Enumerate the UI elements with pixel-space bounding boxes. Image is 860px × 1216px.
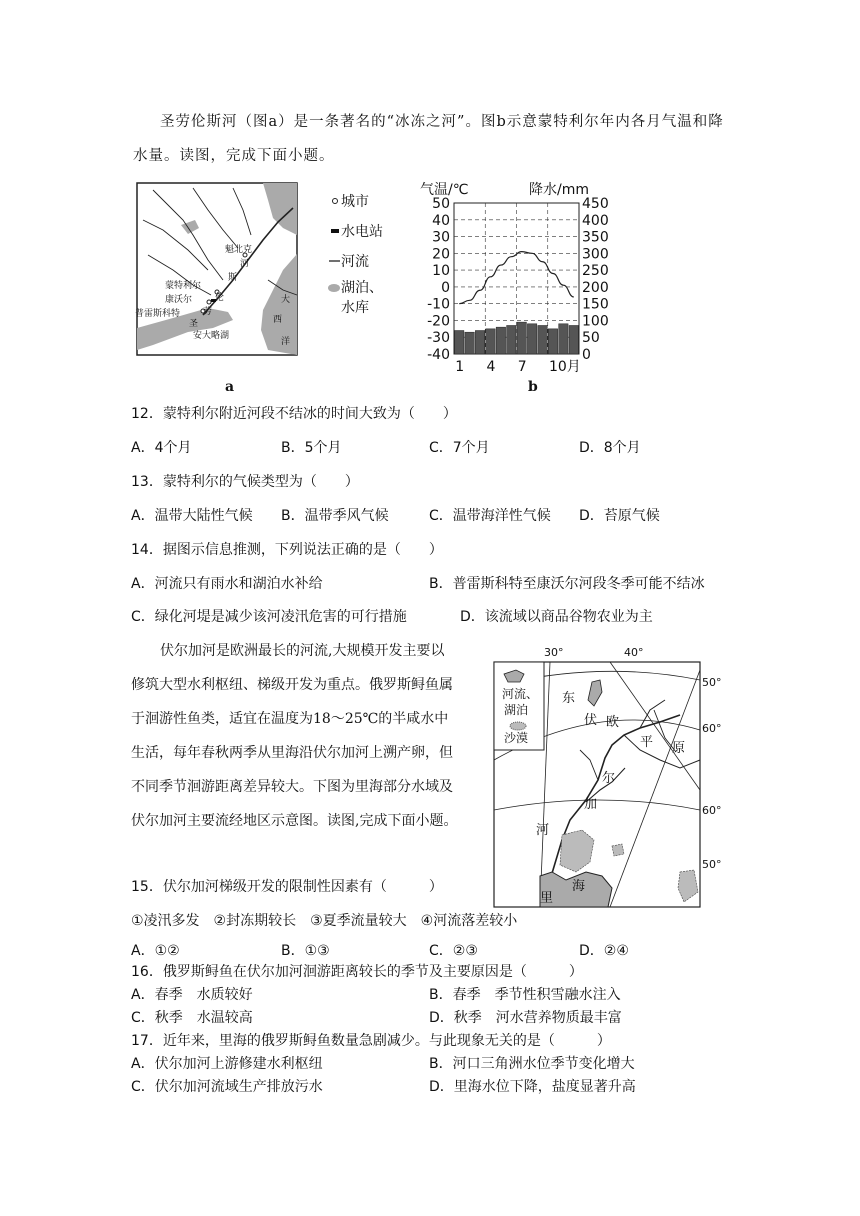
- chart-b-right-axis-title: 降水/mm: [529, 182, 589, 198]
- q13-option-a[interactable]: A．温带大陆性气候: [131, 508, 253, 524]
- q14-option-b[interactable]: B．普雷斯科特至康沃尔河段冬季可能不结冰: [429, 576, 705, 592]
- chart-b: [418, 178, 610, 395]
- desert-patch-2: [612, 844, 624, 856]
- precip-tick-label: 300: [582, 246, 609, 263]
- q15-option-b[interactable]: B．①③: [281, 943, 330, 959]
- precip-bar-9: [538, 325, 547, 354]
- set2-line-1: 伏尔加河是欧洲最长的河流,大规模开发主要以: [160, 643, 445, 659]
- legend-desert-icon: [510, 722, 526, 730]
- legend-river-lake-label-1: 河流、: [502, 687, 539, 701]
- temp-tick-label: -30: [427, 330, 450, 347]
- city-montreal-label: 蒙特利尔: [165, 281, 202, 291]
- map-a: [133, 180, 413, 395]
- q16-option-b[interactable]: B．春季 季节性积雪融水注入: [429, 987, 621, 1003]
- lat-60-mid-label: 60°: [702, 804, 722, 817]
- month-tick-label: 1: [455, 359, 465, 375]
- precip-bar-5: [496, 327, 505, 354]
- chart-b-left-axis-title: 气温/℃: [420, 182, 469, 198]
- plain-char-4: 原: [672, 741, 686, 756]
- city-quebec-label: 魁北克: [225, 245, 253, 255]
- q12-stem: 12．蒙特利尔附近河段不结冰的时间大致为（ ）: [131, 406, 457, 422]
- precip-tick-label: 450: [582, 196, 609, 212]
- q13-stem: 13．蒙特利尔的气候类型为（ ）: [131, 474, 359, 490]
- volga-char-1: 伏: [584, 713, 598, 728]
- river-char-3: 伦: [215, 293, 225, 303]
- legend-river-lake-label-2: 湖泊: [504, 703, 529, 717]
- temp-tick-label: -40: [427, 347, 450, 363]
- set2-line-2: 修筑大型水利枢纽、梯级开发为重点。俄罗斯鲟鱼属: [131, 677, 453, 693]
- precip-bar-8: [527, 324, 536, 354]
- set2-line-5: 不同季节洄游距离差异较大。下图为里海部分水域及: [131, 779, 453, 795]
- q13-option-d[interactable]: D．苔原气候: [579, 508, 660, 524]
- q14-stem: 14．据图示信息推测，下列说法正确的是（ ）: [131, 542, 443, 558]
- caspian-char-2: 海: [572, 879, 586, 894]
- legend-desert-label: 沙漠: [504, 731, 529, 745]
- legend-lake-label-2: 水库: [341, 300, 369, 316]
- volga-char-3: 加: [584, 797, 598, 812]
- precip-tick-label: 150: [582, 296, 609, 313]
- temp-tick-label: 40: [432, 212, 450, 229]
- precip-tick-label: 400: [582, 212, 609, 229]
- precip-tick-label: 200: [582, 279, 609, 296]
- intro-line-1: 圣劳伦斯河（图a）是一条著名的“冰冻之河”。图b示意蒙特利尔年内各月气温和降: [160, 114, 724, 130]
- q15-options-line: ①凌汛多发 ②封冻期较长 ③夏季流量较大 ④河流落差较小: [131, 913, 518, 929]
- q15-stem: 15．伏尔加河梯级开发的限制性因素有（ ）: [131, 879, 443, 895]
- city-cornwall-label: 康沃尔: [165, 295, 193, 305]
- q12-option-a[interactable]: A．4个月: [131, 440, 192, 456]
- precip-bar-7: [517, 322, 526, 354]
- lon-30-label: 30°: [544, 646, 564, 659]
- q13-option-b[interactable]: B．温带季风气候: [281, 508, 389, 524]
- precip-bar-3: [475, 331, 484, 354]
- legend-city-icon: [333, 199, 338, 204]
- q15-option-a[interactable]: A．①②: [131, 943, 180, 959]
- temp-tick-label: -10: [427, 296, 450, 313]
- lat-50-bottom-label: 50°: [702, 858, 722, 871]
- q16-option-a[interactable]: A．春季 水质较好: [131, 987, 253, 1003]
- temp-tick-label: 30: [432, 229, 450, 246]
- q17-option-c[interactable]: C．伏尔加河流域生产排放污水: [131, 1079, 323, 1095]
- set2-line-4: 生活，每年春秋两季从里海沿伏尔加河上溯产卵，但: [131, 745, 453, 761]
- legend-city-label: 城市: [341, 194, 369, 210]
- q12-option-b[interactable]: B．5个月: [281, 440, 342, 456]
- lat-50-top-label: 50°: [702, 676, 722, 689]
- q17-option-b[interactable]: B．河口三角洲水位季节变化增大: [429, 1056, 635, 1072]
- temp-tick-label: 10: [432, 263, 450, 280]
- legend-lake-icon: [328, 284, 340, 292]
- precip-tick-label: 0: [582, 347, 591, 363]
- precip-tick-label: 250: [582, 263, 609, 280]
- river-char-1: 圣: [189, 319, 199, 329]
- lat-60-right-label: 60°: [702, 722, 722, 735]
- precip-tick-label: 350: [582, 229, 609, 246]
- volga-char-2: 尔: [602, 771, 616, 786]
- legend-hydro-label: 水电站: [341, 224, 383, 240]
- ocean-char-1: 大: [281, 295, 291, 305]
- precip-bar-2: [465, 332, 474, 354]
- ocean-char-3: 洋: [281, 337, 291, 347]
- month-tick-label: 10月: [548, 359, 581, 375]
- temp-tick-label: 0: [441, 279, 450, 296]
- precip-bar-12: [569, 325, 578, 354]
- q13-option-c[interactable]: C．温带海洋性气候: [429, 508, 551, 524]
- city-cornwall-marker: [207, 300, 211, 304]
- plain-char-2: 欧: [606, 715, 620, 730]
- set2-line-6: 伏尔加河主要流经地区示意图。读图,完成下面小题。: [131, 813, 458, 829]
- q14-option-d[interactable]: D．该流域以商品谷物农业为主: [460, 609, 653, 625]
- volga-char-4: 河: [536, 823, 550, 838]
- q12-option-c[interactable]: C．7个月: [429, 440, 490, 456]
- month-tick-label: 7: [517, 359, 527, 375]
- precip-tick-label: 50: [582, 330, 600, 347]
- plain-char-3: 平: [640, 735, 654, 750]
- temp-tick-label: -20: [427, 313, 450, 330]
- q17-stem: 17．近年来，里海的俄罗斯鲟鱼数量急剧减少。与此现象无关的是（ ）: [131, 1033, 611, 1049]
- legend-hydro-icon: [331, 229, 339, 233]
- plain-char-1: 东: [562, 691, 576, 706]
- q16-stem: 16．俄罗斯鲟鱼在伏尔加河洄游距离较长的季节及主要原因是（ ）: [131, 964, 583, 980]
- river-char-2: 劳: [203, 307, 213, 317]
- lon-40-label: 40°: [624, 646, 644, 659]
- precip-bar-10: [548, 329, 557, 354]
- volga-map: [490, 640, 730, 912]
- q15-option-c[interactable]: C．②③: [429, 943, 478, 959]
- q14-option-c[interactable]: C．绿化河堤是减少该河凌汛危害的可行措施: [131, 609, 407, 625]
- precip-tick-label: 100: [582, 313, 609, 330]
- city-prescott-label: 普雷斯科特: [135, 309, 181, 319]
- q12-option-d[interactable]: D．8个月: [579, 440, 641, 456]
- precip-bar-11: [559, 324, 568, 354]
- precip-bar-6: [507, 325, 516, 354]
- ocean-char-2: 西: [273, 315, 283, 325]
- q15-option-d[interactable]: D．②④: [579, 943, 629, 959]
- precip-bar-1: [455, 331, 464, 354]
- caspian-char-1: 里: [540, 891, 554, 906]
- chart-b-caption: b: [528, 379, 538, 395]
- month-tick-label: 4: [486, 359, 496, 375]
- q16-option-c[interactable]: C．秋季 水温较高: [131, 1010, 253, 1026]
- q17-option-a[interactable]: A．伏尔加河上游修建水利枢纽: [131, 1056, 323, 1072]
- river-char-5: 河: [240, 259, 250, 269]
- q14-option-a[interactable]: A．河流只有雨水和湖泊水补给: [131, 576, 323, 592]
- q16-option-d[interactable]: D．秋季 河水营养物质最丰富: [429, 1010, 622, 1026]
- legend-lake-label-1: 湖泊、: [341, 280, 383, 296]
- intro-line-2: 水量。读图，完成下面小题。: [133, 148, 335, 164]
- q17-option-d[interactable]: D．里海水位下降，盐度显著升高: [429, 1079, 636, 1095]
- lake-ontario-label: 安大略湖: [193, 331, 230, 341]
- temp-tick-label: 20: [432, 246, 450, 263]
- temp-tick-label: 50: [432, 196, 450, 212]
- legend-river-label: 河流: [341, 254, 369, 270]
- set2-line-3: 于洄游性鱼类，适宜在温度为18～25℃的半咸水中: [131, 711, 449, 727]
- river-char-4: 斯: [228, 273, 238, 283]
- map-a-caption: a: [225, 379, 235, 395]
- precip-bar-4: [486, 329, 495, 354]
